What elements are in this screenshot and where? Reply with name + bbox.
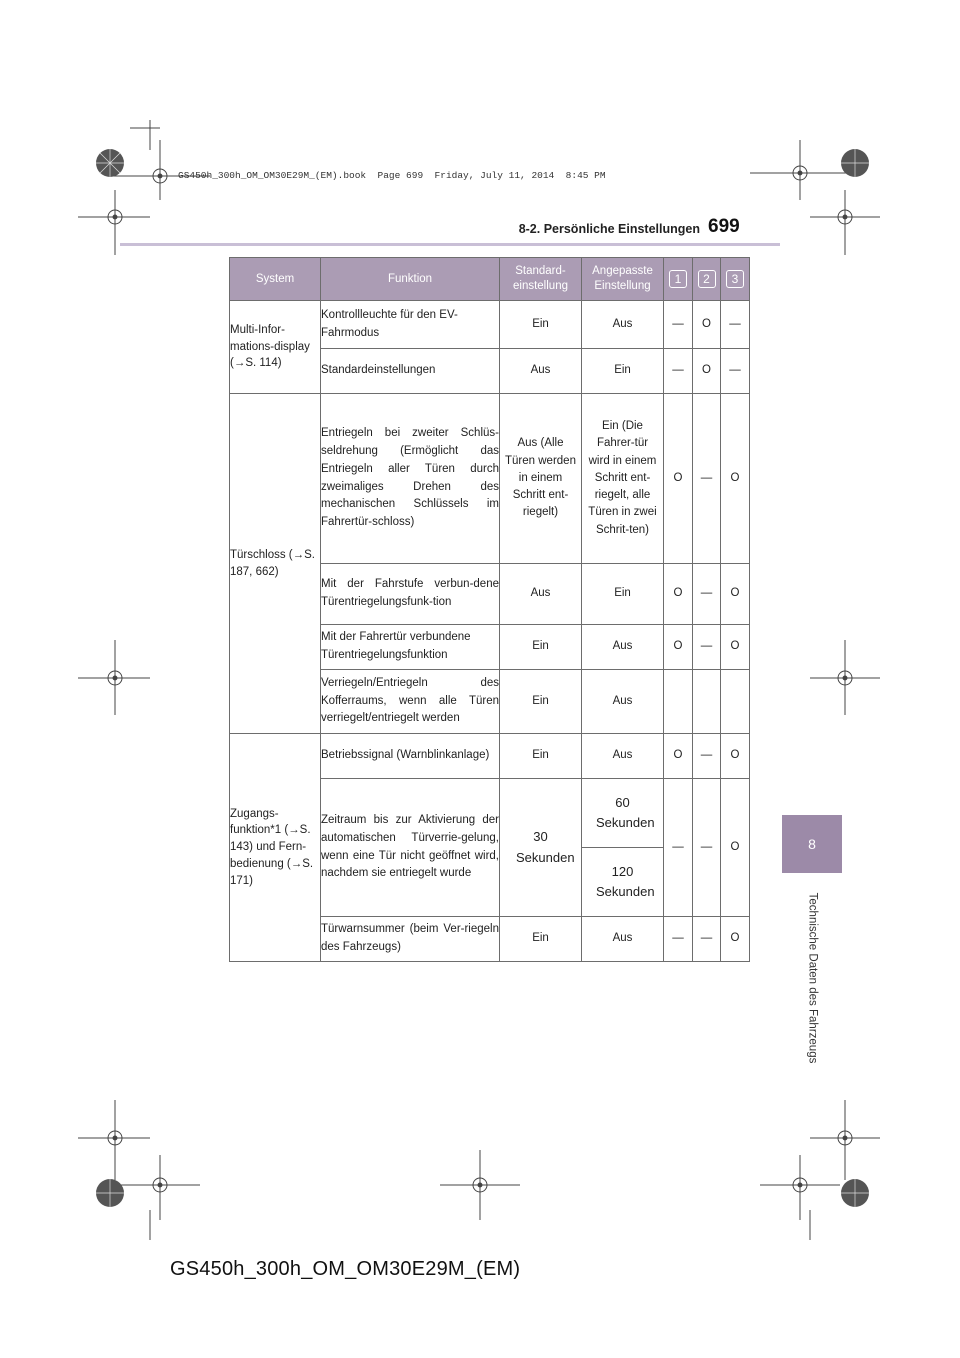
function-cell: Betriebssignal (Warnblinkanlage) xyxy=(321,734,500,779)
mark-3: O xyxy=(721,394,750,564)
chapter-title-vertical xyxy=(797,882,827,1074)
header-custom: Angepasste Einstellung xyxy=(582,258,664,301)
default-cell: Ein xyxy=(500,301,582,349)
book-file-line: GS450h_300h_OM_OM30E29M_(EM).book Page 699 Friday, July 11, 2014 8:45 PM xyxy=(178,170,606,181)
mark-2: — xyxy=(693,394,721,564)
mark-1: — xyxy=(664,917,693,962)
function-cell: Verriegeln/Entriegeln des Kofferraums, wenn alle Türen verriegelt/entriegelt werden xyxy=(321,670,500,734)
mark-2 xyxy=(693,670,721,734)
mark-3: O xyxy=(721,625,750,670)
mark-2: — xyxy=(693,625,721,670)
function-cell: Mit der Fahrstufe verbun-dene Türentriegelungsfunk-tion xyxy=(321,564,500,625)
section-title: 8-2. Persönliche Einstellungen xyxy=(518,222,700,236)
custom-cell-a: 60 Sekunden xyxy=(582,779,664,848)
header-col3: 3 xyxy=(721,258,750,301)
mark-2: — xyxy=(693,917,721,962)
mark-1: — xyxy=(664,349,693,394)
mark-1: O xyxy=(664,564,693,625)
mark-2: — xyxy=(693,734,721,779)
default-cell: Aus (Alle Türen werden in einem Schritt ent-riegelt) xyxy=(500,394,582,564)
settings-table xyxy=(229,257,750,962)
mark-1: — xyxy=(664,779,693,917)
mark-1: O xyxy=(664,394,693,564)
default-cell: Ein xyxy=(500,625,582,670)
header-col1: 1 xyxy=(664,258,693,301)
mark-3 xyxy=(721,670,750,734)
function-cell: Entriegeln bei zweiter Schlüs-seldrehung (Ermöglicht das Entriegeln aller Türen durch zweimaliges Drehen des mechanischen Schlüssels im Fahrertür-schloss) xyxy=(321,394,500,564)
chapter-number: 8 xyxy=(808,836,816,852)
table-row xyxy=(230,734,750,779)
mark-3: O xyxy=(721,917,750,962)
mark-2: O xyxy=(693,301,721,349)
mark-1: O xyxy=(664,734,693,779)
function-cell: Kontrollleuchte für den EV-Fahrmodus xyxy=(321,301,500,349)
system-cell: Zugangs-funktion*1 (→S. 143) und Fern-bedienung (→S. 171) xyxy=(230,734,321,962)
custom-cell: Aus xyxy=(582,917,664,962)
chapter-tab xyxy=(782,815,842,873)
mark-3: O xyxy=(721,734,750,779)
function-cell: Türwarnsummer (beim Ver-riegeln des Fahrzeugs) xyxy=(321,917,500,962)
mark-3: — xyxy=(721,301,750,349)
mark-2: — xyxy=(693,779,721,917)
mark-1 xyxy=(664,670,693,734)
custom-cell: Aus xyxy=(582,625,664,670)
default-cell: Ein xyxy=(500,734,582,779)
mark-2: O xyxy=(693,349,721,394)
table-header-row xyxy=(230,258,750,301)
mark-1: O xyxy=(664,625,693,670)
mark-1: — xyxy=(664,301,693,349)
default-cell: 30 Sekunden xyxy=(500,779,582,917)
system-cell: Türschloss (→S. 187, 662) xyxy=(230,394,321,734)
header-system: System xyxy=(230,258,321,301)
default-cell: Ein xyxy=(500,917,582,962)
custom-cell: Aus xyxy=(582,734,664,779)
default-cell: Aus xyxy=(500,564,582,625)
mark-3: — xyxy=(721,349,750,394)
header-rule xyxy=(120,243,780,246)
system-cell: Multi-Infor-mations-display (→S. 114) xyxy=(230,301,321,394)
table-row xyxy=(230,394,750,564)
function-cell: Zeitraum bis zur Aktivierung der automatischen Türverrie-gelung, wenn eine Tür nicht geöffnet wird, nachdem sie entriegelt wurde xyxy=(321,779,500,917)
custom-cell: Ein xyxy=(582,564,664,625)
document-code: GS450h_300h_OM_OM30E29M_(EM) xyxy=(170,1258,521,1280)
header-col2: 2 xyxy=(693,258,721,301)
header-default: Standard-einstellung xyxy=(500,258,582,301)
function-cell: Standardeinstellungen xyxy=(321,349,500,394)
custom-cell: Ein xyxy=(582,349,664,394)
mark-3: O xyxy=(721,564,750,625)
custom-cell-b: 120 Sekunden xyxy=(582,848,664,917)
function-cell: Mit der Fahrertür verbundene Türentriegelungsfunktion xyxy=(321,625,500,670)
custom-cell: Ein (Die Fahrer-tür wird in einem Schritt ent-riegelt, alle Türen in zwei Schrit-ten) xyxy=(582,394,664,564)
default-cell: Aus xyxy=(500,349,582,394)
page-number: 699 xyxy=(708,216,740,237)
chapter-title: Technische Daten des Fahrzeugs xyxy=(806,892,818,1064)
custom-cell: Aus xyxy=(582,670,664,734)
mark-3: O xyxy=(721,779,750,917)
default-cell: Ein xyxy=(500,670,582,734)
table-row xyxy=(230,301,750,349)
mark-2: — xyxy=(693,564,721,625)
header-function: Funktion xyxy=(321,258,500,301)
custom-cell: Aus xyxy=(582,301,664,349)
